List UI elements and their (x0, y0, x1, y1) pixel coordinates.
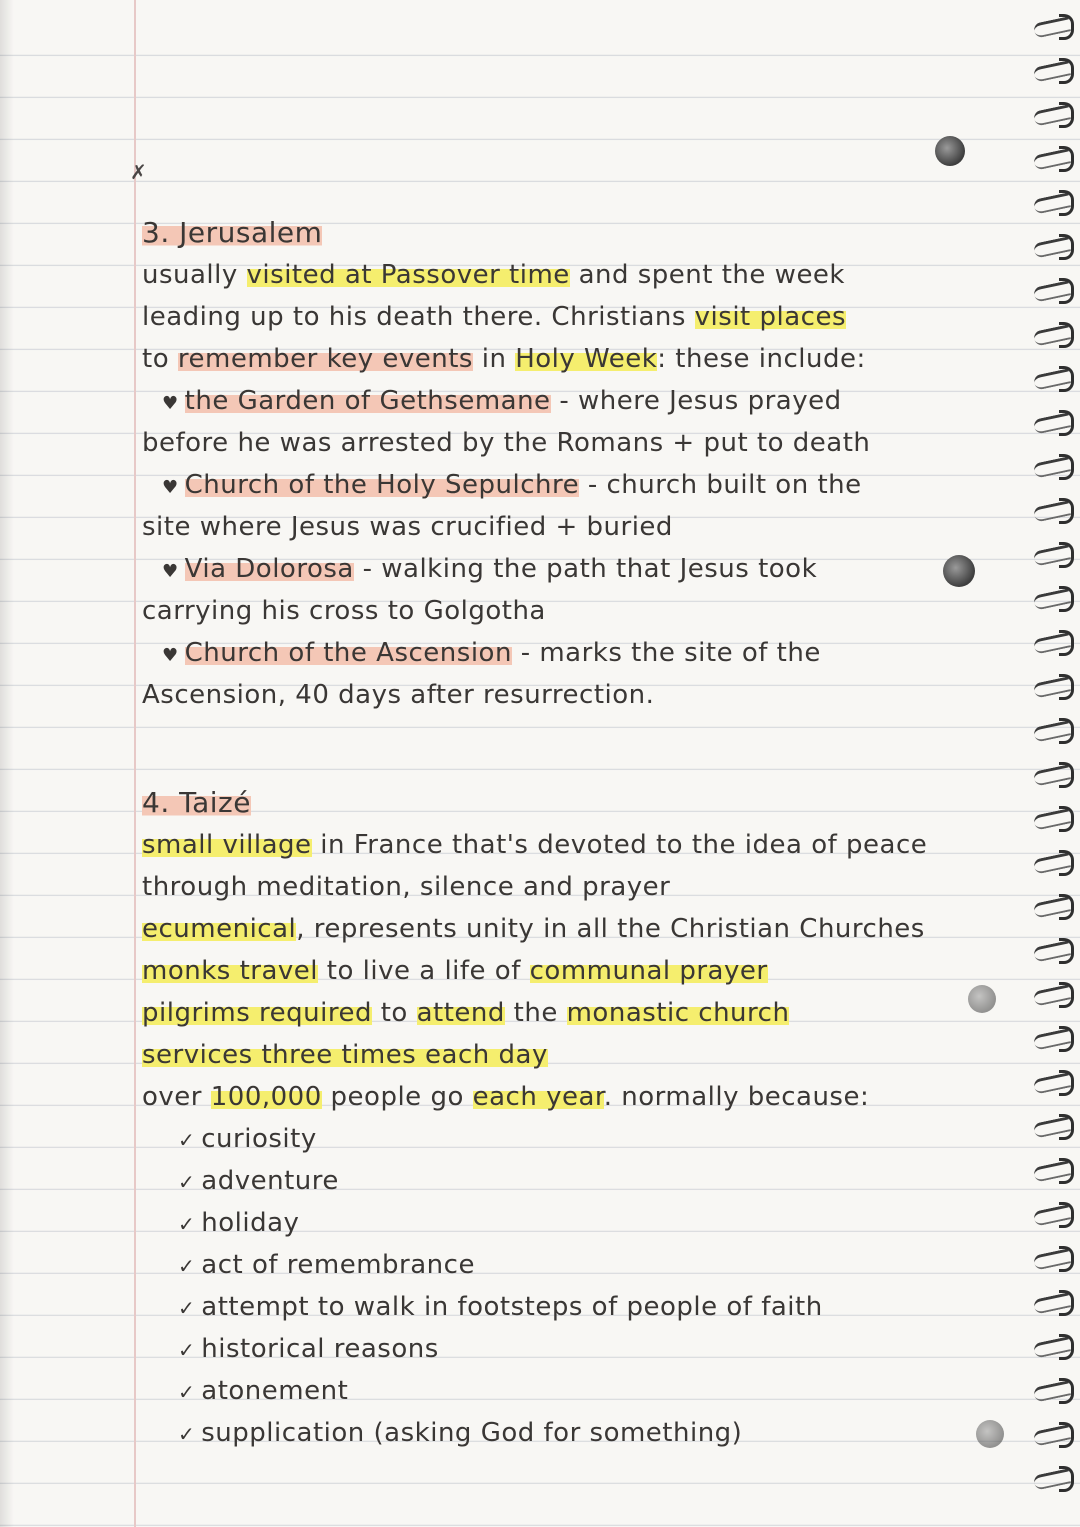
note-line (142, 341, 866, 377)
note-text: visit places (694, 302, 847, 332)
punch-hole (976, 1420, 1004, 1448)
spiral-coil (1034, 630, 1074, 652)
note-text: services three times each day (142, 1040, 548, 1070)
note-text: visited at Passover time (246, 260, 570, 290)
spiral-coil (1034, 278, 1074, 300)
spiral-coil (1034, 674, 1074, 696)
margin-tick-mark: ✗ (130, 160, 147, 184)
spiral-coil (1034, 1378, 1074, 1400)
spiral-coil (1034, 1422, 1074, 1444)
note-text: carrying his cross to Golgotha (142, 596, 546, 626)
checkmark-icon: ✓ (178, 1380, 196, 1404)
note-line (162, 467, 862, 503)
note-text: - walking the path that Jesus took (353, 554, 818, 584)
note-line (142, 1079, 869, 1115)
spiral-coil (1034, 454, 1074, 476)
spiral-coil (1034, 190, 1074, 212)
reason-item (178, 1331, 439, 1367)
note-text: site where Jesus was crucified + buried (142, 512, 673, 542)
checkmark-icon: ✓ (178, 1296, 196, 1320)
note-text: Ascension, 40 days after resurrection. (142, 680, 655, 710)
section-heading (142, 215, 322, 251)
spiral-coil (1034, 102, 1074, 124)
note-text: small village (142, 830, 312, 860)
note-text: monks travel (142, 956, 319, 986)
note-text: the Garden of Gethsemane (184, 386, 551, 416)
note-text: Via Dolorosa (184, 554, 354, 584)
reason-text: historical reasons (201, 1334, 439, 1364)
note-text: the (504, 998, 567, 1028)
checkmark-icon: ✓ (178, 1338, 196, 1362)
note-line (142, 257, 845, 293)
spiral-coil (1034, 542, 1074, 564)
spiral-coil (1034, 1290, 1074, 1312)
note-text: - church built on the (579, 470, 862, 500)
reason-text: attempt to walk in footsteps of people of faith (201, 1292, 823, 1322)
reason-item (178, 1163, 339, 1199)
checkmark-icon: ✓ (178, 1212, 196, 1236)
checkmark-icon: ✓ (178, 1254, 196, 1278)
spiral-coil (1034, 1070, 1074, 1092)
margin-line (134, 0, 136, 1527)
spiral-coil (1034, 322, 1074, 344)
reason-text: supplication (asking God for something) (201, 1418, 743, 1448)
reason-text: atonement (201, 1376, 349, 1406)
spiral-coil (1034, 146, 1074, 168)
spiral-coil (1034, 410, 1074, 432)
punch-hole (943, 555, 975, 587)
reason-text: act of remembrance (201, 1250, 475, 1280)
reason-item (178, 1415, 742, 1451)
note-line (142, 509, 673, 545)
note-text: to (371, 998, 417, 1028)
note-text: leading up to his death there. Christians (142, 302, 695, 332)
note-line (142, 425, 870, 461)
note-text: monastic church (566, 998, 790, 1028)
note-text: in (472, 344, 516, 374)
reason-item (178, 1373, 348, 1409)
reason-item (178, 1205, 299, 1241)
note-text: - where Jesus prayed (550, 386, 842, 416)
checkmark-icon: ✓ (178, 1128, 196, 1152)
note-text: each year (472, 1082, 604, 1112)
punch-hole (935, 136, 965, 166)
spiral-coil (1034, 982, 1074, 1004)
note-line (142, 1037, 548, 1073)
note-line (142, 827, 927, 863)
note-line (142, 953, 768, 989)
note-text: , represents unity in all the Christian Churches (296, 914, 925, 944)
spiral-binding (1010, 0, 1080, 1527)
section-heading-text: 4. Taizé (142, 786, 251, 819)
punch-hole (968, 985, 996, 1013)
note-line (162, 383, 842, 419)
spiral-coil (1034, 234, 1074, 256)
note-text: Holy Week (515, 344, 658, 374)
reason-text: curiosity (201, 1124, 317, 1154)
spiral-coil (1034, 14, 1074, 36)
note-text: and spent the week (569, 260, 845, 290)
note-line (142, 677, 654, 713)
spiral-coil (1034, 762, 1074, 784)
note-line (142, 911, 925, 947)
spiral-coil (1034, 938, 1074, 960)
reason-item (178, 1289, 823, 1325)
spiral-coil (1034, 718, 1074, 740)
spiral-coil (1034, 1202, 1074, 1224)
note-line (142, 299, 846, 335)
spiral-coil (1034, 806, 1074, 828)
note-text: 100,000 (210, 1082, 322, 1112)
reason-item (178, 1121, 317, 1157)
note-text: : these include: (657, 344, 866, 374)
section-heading (142, 785, 251, 821)
note-text: over (142, 1082, 211, 1112)
note-text: people go (321, 1082, 473, 1112)
reason-item (178, 1247, 475, 1283)
note-text: pilgrims required (142, 998, 372, 1028)
note-line (142, 995, 789, 1031)
spiral-coil (1034, 1158, 1074, 1180)
note-line (142, 593, 546, 629)
spiral-coil (1034, 1114, 1074, 1136)
note-text: to (142, 344, 178, 374)
page-edge-shadow (0, 0, 14, 1527)
note-text: usually (142, 260, 247, 290)
note-text: in France that's devoted to the idea of peace (311, 830, 928, 860)
heart-bullet-icon: ♥ (162, 561, 179, 582)
note-text: . normally because: (603, 1082, 870, 1112)
spiral-coil (1034, 58, 1074, 80)
note-text: to live a life of (318, 956, 530, 986)
spiral-coil (1034, 1334, 1074, 1356)
heart-bullet-icon: ♥ (162, 393, 179, 414)
note-line (142, 869, 670, 905)
note-line (162, 635, 821, 671)
reason-text: adventure (201, 1166, 339, 1196)
note-text: attend (416, 998, 505, 1028)
heart-bullet-icon: ♥ (162, 645, 179, 666)
note-text: communal prayer (529, 956, 768, 986)
spiral-coil (1034, 1026, 1074, 1048)
note-text: ecumenical (142, 914, 297, 944)
note-text: Church of the Ascension (184, 638, 512, 668)
heart-bullet-icon: ♥ (162, 477, 179, 498)
reason-text: holiday (201, 1208, 300, 1238)
spiral-coil (1034, 1246, 1074, 1268)
note-line (162, 551, 817, 587)
spiral-coil (1034, 366, 1074, 388)
spiral-coil (1034, 498, 1074, 520)
note-text: through meditation, silence and prayer (142, 872, 671, 902)
spiral-coil (1034, 586, 1074, 608)
checkmark-icon: ✓ (178, 1170, 196, 1194)
section-heading-text: 3. Jerusalem (142, 216, 323, 249)
spiral-coil (1034, 850, 1074, 872)
note-text: Church of the Holy Sepulchre (184, 470, 580, 500)
spiral-coil (1034, 1466, 1074, 1488)
spiral-coil (1034, 894, 1074, 916)
checkmark-icon: ✓ (178, 1422, 196, 1446)
note-text: - marks the site of the (511, 638, 821, 668)
note-text: before he was arrested by the Romans + put to death (142, 428, 871, 458)
note-text: remember key events (177, 344, 473, 374)
